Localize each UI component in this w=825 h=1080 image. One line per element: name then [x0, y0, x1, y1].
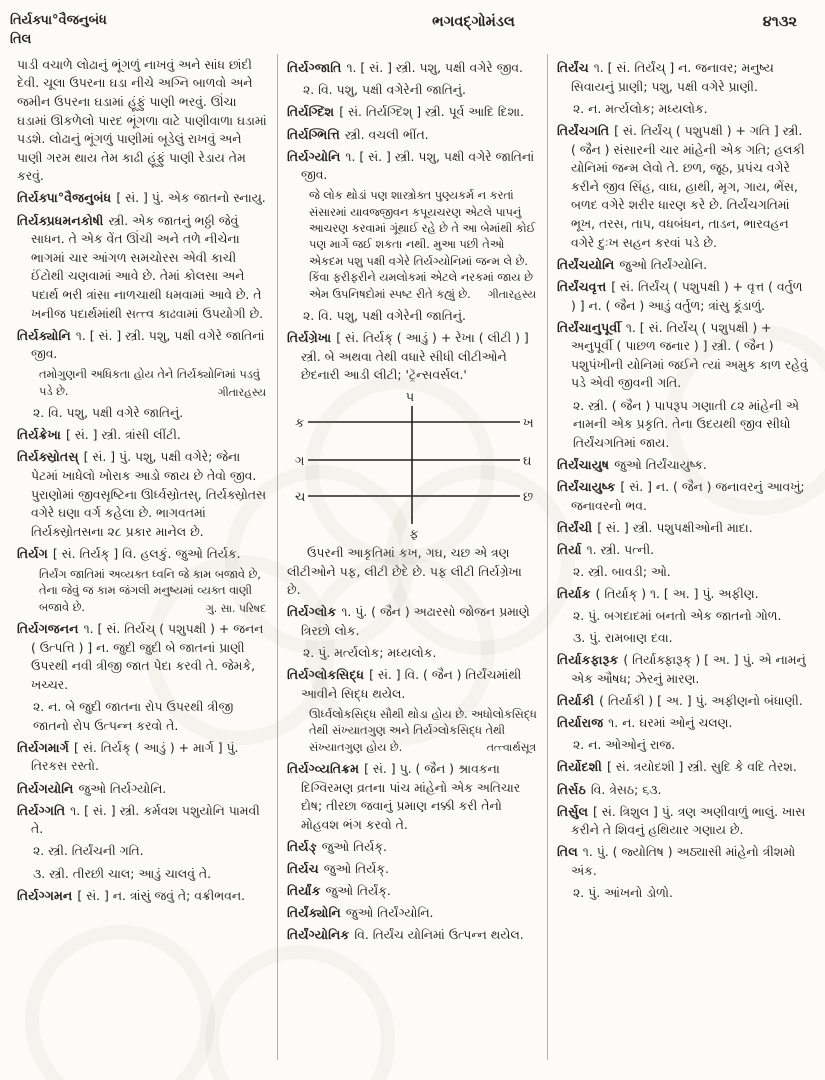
definition-text: ૧. સ્ત્રી. પત્ની.: [586, 541, 655, 557]
citation-quote: [17, 567, 268, 616]
quote-source: તત્ત્વાર્થસૂત્ર: [486, 741, 536, 755]
quote-text: ઊર્ધ્વલોકસિદ્ધ સૌથી થોડા હોય છે. અધોલોકસિદ્ધ તેથી સંખ્યાતગુણ અને તિર્યગ્લોકસિદ્ધ તેથી સંખ્યાતગુણ હોય છે.: [309, 707, 537, 754]
dict-entry: [557, 803, 808, 840]
dict-entry: [287, 838, 538, 857]
definition-text: જુઓ તિર્યંગ્યોનિ.: [345, 905, 434, 921]
definition-text: જુઓ તિર્યંચાયુષ્ક.: [614, 456, 707, 472]
quote-source: ગીતારહસ્ય: [487, 288, 536, 302]
dict-entry: [557, 278, 808, 315]
headword: તિર્યોદશી: [557, 759, 602, 775]
dict-entry: [287, 926, 538, 945]
dict-entry: [287, 59, 538, 78]
dict-entry: [17, 802, 268, 839]
definition-text: જુઓ તિર્યક્.: [323, 860, 389, 876]
dict-entry: [287, 860, 538, 879]
definition-text: ૧. [ સં. તિર્યચ્ ( પશુપક્ષી ) + જનન ( ઉત્પત્તિ ) ] ન. જુદી જુદી બે જાતનાં પ્રાણી ઉપરથી નવી ત્રીજી જાત પેદા કરવી તે. જેમકે, ખચ્ચર.: [31, 621, 264, 693]
dict-entry: [557, 456, 808, 475]
diagram-label-left-1: ક: [294, 416, 304, 432]
sub-sense: ૨. પું. બગદાદમાં બનતો એક જાતનો ગોળ.: [573, 608, 782, 624]
definition-text: [ સં. તિર્યંચ્ ( પશુપક્ષી ) + વૃત્ત ( વર્તુળ ) ] ન. ( જૈન ) આડું વર્તુળ; ત્રાંસુ કૂંડાળું.: [571, 278, 803, 313]
definition-text: સ્ત્રી. વચલી ભીંત.: [344, 126, 429, 142]
headword: તિર્યંચાયુષ્ક: [557, 478, 616, 494]
definition-text: [ સં. તિર્યંચ્ ( પશુપક્ષી ) + ગતિ ] સ્ત્રી. ( જૈન ) સંસારની ચાર માંહેની એક ગતિ; હલકી યોનિમાં જન્મ લેવો તે. છળ, જૂઠ, પ્રપંચ વગેરે કરીને જીવ સિંહ, વાઘ, હાથી, મૃગ, ગાય, ભેંસ, બળદ વગેરે શરીર ધારણ કરે છે. તિર્યંચગતિમાં ભૂખ, તરસ, તાપ, વધબંધન, તાડન, ભારવહન વગેરે દુઃખ સહન કરવાં પડે છે.: [571, 123, 805, 250]
dict-entry: [287, 603, 538, 640]
definition-text: ૧. [ સં. ] સ્ત્રી. પશુ, પક્ષી વગેરે જાતિનાં જીવ.: [301, 148, 535, 183]
citation-quote: [287, 188, 538, 303]
headword: તિર્સુલ: [557, 803, 589, 819]
dict-entry: [557, 256, 808, 275]
column-3: [547, 54, 817, 1060]
headword: તિર્યગ્લોક: [287, 604, 337, 620]
diagram-label-right-2: ઘ: [522, 454, 531, 470]
headword: તિર્યગયોનિ: [17, 780, 74, 796]
dict-entry: [17, 327, 268, 364]
running-head-last-word: તિલ: [10, 31, 32, 47]
headword: તિર્યચ: [287, 860, 319, 876]
definition-text: વિ. ત્રેસઠ; ૬૩.: [590, 781, 662, 797]
dict-entry: [557, 541, 808, 560]
definition-text: [ સં. ] સ્ત્રી. પશુપક્ષીઓની માદા.: [597, 519, 753, 535]
text-columns: [0, 50, 825, 1060]
definition-text: ૧. પું. ( જ્યોતિષ ) અઠ્યાસી માંહેનો ત્રીશમો અંક.: [571, 844, 796, 878]
dict-entry: [557, 585, 808, 604]
dict-entry: [287, 904, 538, 923]
dict-entry: [287, 148, 538, 185]
headword: તિર્યઙ્: [287, 838, 317, 854]
diagram-label-right-1: ખ: [522, 416, 534, 432]
headword: તિર્યંચગતિ: [557, 123, 610, 139]
diagram-label-right-3: છ: [522, 490, 533, 506]
headword: તિર્યંચી: [557, 519, 593, 535]
headword: તિર્સઠ: [557, 781, 586, 797]
running-head: [10, 12, 270, 50]
headword: તિર્યંચાયુષ: [557, 456, 610, 472]
definition-text: [ સં. ત્રિશુલ ] પું. ત્રણ અણીવાળું ભાલું. ખાસ કરીને તે શિવનું હથિયાર ગણાય છે.: [571, 803, 806, 838]
definition-text: ૧. પું. ( જૈન ) અઢારસો જોજન પ્રમાણે ત્રિરછો લોક.: [301, 604, 530, 638]
figure-caption: ઉપરની આકૃતિમાં કખ, ગઘ, ચછ એ ત્રણ લીટીઓને પફ, લીટી છેદે છે. પફ લીટી તિર્યગ્રેખા છે.: [287, 544, 522, 598]
sub-sense: ૨. વિ. પશુ, પક્ષી વગેરે જાતિનું.: [33, 405, 184, 421]
page-number: ૪૧૩૨: [762, 14, 797, 30]
sub-sense: ૩. પું. રામબાણ દવા.: [573, 630, 673, 646]
definition-text: [ સં. ત્રયોદશી ] સ્ત્રી. સુદિ કે વદિ તેરશ.: [606, 759, 797, 775]
definition-text: ૧. [ સં. તિર્યંચ્ ] ન. જનાવર; મનુષ્ય સિવાયનું પ્રાણી; પશુ, પક્ષી વગેરે પ્રાણી.: [571, 60, 774, 94]
dict-entry: [17, 448, 268, 541]
headword: તિર્યક્યોનિ: [17, 327, 71, 343]
headword: તિર્યાક: [557, 586, 591, 602]
definition-text: [ સં. ] પુ. ( જૈન ) શ્રાવકના દિગ્વિરમણ વ્રતના પાંચ માંહેનો એક અતિચાર દોષ; તીરછા જવાનું પ્રમાણ નક્કી કરી તેનો મોહવશ ભંગ કરવો તે.: [301, 760, 521, 832]
headword: તિર્યગ્ગતિ: [17, 802, 66, 818]
definition-text: ૧. [ સં. ] સ્ત્રી. પશુ, પક્ષી વગેરે જાતિનાં જીવ.: [31, 327, 265, 362]
dict-entry: [557, 651, 808, 688]
headword: તિર્યંચવૃત્ત: [557, 278, 607, 294]
dict-entry: [287, 882, 538, 901]
dict-entry: [17, 426, 268, 445]
sub-sense: ૨. સ્ત્રી. તિર્યંચની ગતિ.: [33, 843, 144, 859]
quote-text: જે લોક થોડાં પણ શાસ્ત્રોક્ત પુણ્યકર્મ ન કરતાં સંસારમાં યાવજ્જીવન કપૂયચરણ એટલે પાપનું આચરણ કરવામાં ગૂંથાઈ રહે છે તે આ બેમાંથી કોઈ પણ માર્ગે જઈ શકતા નથી. મુઆ પછી તેઓ એકદમ પશુ પક્ષી વગેરે તિર્યગ્યોનિમાં જન્મ લે છે. કિંવા ફરીફરીને યમલોકમાં એટલે નરકમાં જાય છે એમ ઉપનિષદોમાં સ્પષ્ટ રીતે કહ્યું છે.: [309, 189, 536, 301]
headword: તિર્યક્રેખા: [17, 427, 61, 443]
headword: તિર્યાકી: [557, 693, 595, 709]
diagram-label-bottom: ફ: [408, 527, 419, 541]
dict-entry: [17, 739, 268, 776]
headword: તિર્યગ્ભિત્તિ: [287, 126, 340, 142]
headword: તિલ: [557, 844, 578, 860]
headword: તિર્યાંક: [287, 883, 321, 899]
dict-entry: [287, 760, 538, 834]
definition-text: ૧. [ સં. તિર્યંચ્ ( પશુપક્ષી ) + અનુપૂર્વી ( પાછળ જનાર ) ] સ્ત્રી. ( જૈન ) પશુપંખીની યોનિમાં જઈને ત્યાં અમુક કાળ રહેવું પડે એવી જીવની ગતિ.: [571, 319, 808, 391]
definition-text: [ સં. ] પું. એક જાતનો સ્નાયુ.: [116, 190, 266, 206]
definition-text: ( તિર્યાક્ ) ૧. [ અ. ] પું. અફીણ.: [595, 586, 759, 602]
dict-entry: [17, 545, 268, 564]
headword: તિર્યક્પ્રધમનકોષી: [17, 212, 104, 228]
definition-text: ૧. [ સં. ] સ્ત્રી. કર્મવશ પશુયોનિ પામવી તે.: [31, 802, 260, 837]
headword: તિર્યા: [557, 541, 582, 557]
dict-entry: [17, 620, 268, 694]
headword: તિર્યગ્લોકસિદ્ધ: [287, 667, 365, 683]
diagram-label-left-2: ગ: [294, 454, 304, 470]
dict-entry: [557, 59, 808, 96]
headword: તિર્યંચાનુપૂર્વી: [557, 319, 621, 335]
sub-sense: ૩. સ્ત્રી. તીરછી ચાલ; આડું ચાલવું તે.: [33, 865, 212, 881]
dict-entry: [287, 103, 538, 122]
dict-entry: [557, 478, 808, 515]
definition-text: ( તિર્યાક્ફારૂક્ ) [ અ. ] પું. એ નામનું એક ઔષધ; ઝેરનું મારણ.: [571, 652, 806, 686]
definition-text: [ સં. ] સ્ત્રી. ત્રાંસી લીંટી.: [65, 427, 181, 443]
continuation-paragraph: પાડી વચાળે લોઢાનું ભૂંગળું નાખવું અને સાંધ છાંદી દેવી. ચૂલા ઉપરના ઘડા નીચે અગ્નિ બાળવો અને જમીન ઉપરના ઘડામાં હૂંફું પાણી ભરવું. ઊંચા ઘડામાં ઊકળેલો પારદ ભૂંગળા વાટે પાણીવાળા ઘડામાં પડશે. લોઢાનું ભૂંગળું પાણીમાં બૂડેલું રાખવું અને પાણી ગરમ થાય તેમ કાઢી હૂંફું પાણી રેડાય તેમ કરવું.: [17, 56, 267, 184]
dict-entry: [287, 666, 538, 703]
sub-sense: ૨. પું. આંખનો ડોળો.: [573, 885, 673, 901]
definition-text: ( તિર્યાકી ) [ અ. ] પું. અફીણનો બંધાણી.: [599, 693, 803, 709]
headword: તિર્યંક્યોનિ: [287, 905, 341, 921]
dict-entry: [287, 329, 538, 385]
headword: તિર્યક્સ્રોતસ્: [17, 449, 79, 465]
definition-text: [ સં. તિર્યક્ ( આડું ) + માર્ગ ] પું. તિરકસ રસ્તો.: [31, 739, 239, 774]
sub-sense: ૨. ન. મર્ત્યલોક; મધ્યલોક.: [573, 100, 708, 116]
transversal-diagram: [287, 388, 538, 540]
column-1: [8, 54, 277, 1060]
definition-text: [ સં. તિર્યક્ ] વિ. હલકું. જુઓ તિર્યક.: [52, 545, 241, 561]
column-2: [277, 54, 547, 1060]
definition-text: જુઓ તિર્યંગ્યોનિ.: [619, 256, 708, 272]
definition-text: [ સં. ] વિ. ( જૈન ) તિર્યંચમાંથી આવીને સિદ્ધ થયેલ.: [301, 667, 522, 701]
dict-entry: [557, 843, 808, 880]
diagram-label-top: પ: [405, 390, 414, 406]
page-header: [0, 0, 825, 50]
book-title: ભગવદ્ગોમંડલ: [432, 14, 515, 30]
sub-sense: ૨. ન. બે જુદી જાતના રોપ ઉપરથી ત્રીજી જાતનો રોપ ઉત્પન્ન કરવો તે.: [33, 699, 234, 733]
quote-text: તમોગુણની અધિકતા હોય તેને તિર્યક્યોનિમાં પડવું પડે છે.: [39, 368, 260, 398]
definition-text: [ સં. તિર્યક્ ( આડું ) + રેખા ( લીટી ) ] સ્ત્રી. બે અથવા તેથી વધારે સીધી લીટીઓને છેદનારી આડી લીટી; 'ટ્રૅન્સવર્સલ.': [301, 330, 529, 383]
definition-text: [ સં. ] પું. પશુ, પક્ષી વગેરે; જેના પેટમાં ખાધેલો ખોરાક આડો જાય છે તેવો જીવ. પુરાણોમાં જીવસૃષ્ટિના ઊર્ધ્વસ્રોતસ્, તિર્યક્સ્રોતસ વગેરે ઘણા વર્ગ કહેલા છે. ભાગવતમાં તિર્યક્સ્રોતસના ૨૮ પ્રકાર માનેલ છે.: [31, 449, 267, 539]
diagram-label-left-3: ચ: [294, 490, 305, 506]
dict-entry: [557, 692, 808, 711]
citation-quote: [287, 707, 538, 756]
dict-entry: [557, 519, 808, 538]
headword: તિર્યક્પા°વૈજનુબંધ: [17, 190, 112, 206]
sub-sense: ૨. વિ. પશુ, પક્ષી વગેરેની જાતિનું.: [303, 82, 466, 98]
definition-text: ૧. [ સં. ] સ્ત્રી. પશુ, પક્ષી વગેરે જીવ.: [346, 60, 523, 76]
definition-text: જુઓ તિર્યગ્યોનિ.: [78, 780, 167, 796]
citation-quote: [17, 367, 268, 400]
headword: તિર્યાકફારૂક: [557, 652, 619, 668]
headword: તિર્યગ: [17, 545, 48, 561]
dict-entry: [287, 126, 538, 145]
headword: તિર્યારાજ: [557, 715, 604, 731]
dict-entry: [17, 189, 268, 208]
headword: તિર્યગ્ગમન: [17, 887, 73, 903]
definition-text: જુઓ તિર્યંક્.: [325, 883, 391, 899]
dict-entry: [557, 319, 808, 393]
headword: તિર્યગ્વ્યતિક્રમ: [287, 760, 360, 776]
dict-entry: [557, 122, 808, 252]
headword: તિર્યંચયોનિ: [557, 256, 615, 272]
definition-text: [ સં. ] ન. ત્રાંસું જવું તે; વક્રીભવન.: [77, 887, 246, 903]
definition-text: [ સં. ] ન. ( જૈન ) જનાવરનું આવખું; જનાવરનો ભવ.: [571, 478, 805, 513]
dict-entry: [17, 887, 268, 906]
dict-entry: [557, 781, 808, 800]
definition-text: [ સં. તિર્યગ્દિશ્ ] સ્ત્રી. પૂર્વ આદિ દિશા.: [339, 104, 524, 120]
dict-entry: [557, 714, 808, 733]
sub-sense: ૨. ન. ઓઓનું રાજ.: [573, 737, 676, 753]
sub-sense: ૨. પું. મર્ત્યલોક; મધ્યલોક.: [303, 644, 437, 660]
sub-sense: ૨. વિ. પશુ, પક્ષી વગેરેની જાતિનું.: [303, 307, 466, 323]
running-head-first-word: તિર્યક્પા°વૈજનુબંધ: [10, 13, 107, 28]
dict-entry: [557, 758, 808, 777]
dict-entry: [17, 212, 268, 324]
definition-text: સ્ત્રી. એક જાતનું ભઠ્ઠી જેવું સાધન. તે એક વેંત ઊંચી અને તળે નીચેના ભાગમાં ચાર આંગળ સમચોરસ એવી કાચી ઈંટોથી ચણવામાં આવે છે. તેમાં કોલસા અને પદાર્થ ભરી ત્રાંસા નાળચાથી ધમવામાં આવે છે. તે ખનીજ પદાર્થમાંથી સત્ત્વ કાઢવામાં ઉપયોગી છે.: [31, 212, 264, 321]
quote-source: ગીતારહસ્ય: [217, 385, 266, 399]
sub-sense: ૨. સ્ત્રી. ( જૈન ) પાપરૂપ ગણાતી ૮૨ માંહેની એ નામની એક પ્રકૃતિ. તેના ઉદયથી જીવ સીધો તિર્યંચગતિમાં જાય.: [573, 397, 799, 450]
headword: તિર્યગ્રેખા: [287, 330, 332, 346]
quote-text: તિર્યંગ જાતિમાં અવ્યક્ત ધ્વનિ જે કામ બજાવે છે, તેના જેવું જ કામ જંગલી મનુષ્યમાં વ્યક્ત વાણી બજાવે છે.: [39, 568, 261, 614]
headword: તિર્યગ્દિશ: [287, 104, 335, 120]
definition-text: ૧. ન. ઘરમાં ઓનું ચલણ.: [608, 715, 733, 731]
headword: તિર્યંગ્યોનિક: [287, 927, 350, 943]
headword: તિર્યગમાર્ગ: [17, 739, 70, 755]
headword: તિર્યગ્જાતિ: [287, 60, 342, 76]
definition-text: જુઓ તિર્યક્.: [321, 838, 387, 854]
headword: તિર્યગ્યોનિ: [287, 148, 341, 164]
headword: તિર્યગજનન: [17, 621, 79, 637]
definition-text: વિ. તિર્યંચ યોનિમાં ઉત્પન્ન થયેલ.: [354, 927, 524, 943]
headword: તિર્યંચ: [557, 60, 589, 76]
quote-source: ગુ. સા. પરિષદ: [205, 601, 266, 615]
sub-sense: ૨. સ્ત્રી. બાવડી; ઓ.: [573, 563, 671, 579]
dict-entry: [17, 780, 268, 799]
